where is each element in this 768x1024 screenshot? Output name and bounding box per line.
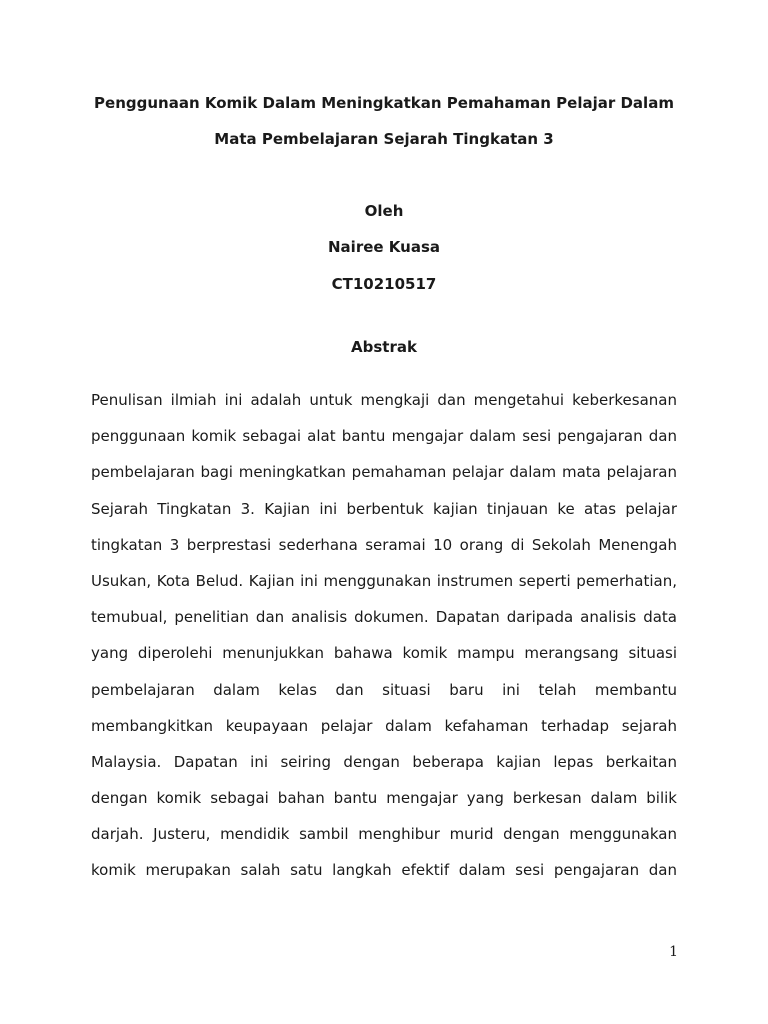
- abstract-line: dengan komik sebagai bahan bantu mengajar yang berkesan dalam bilik: [91, 789, 677, 808]
- abstract-line: penggunaan komik sebagai alat bantu mengajar dalam sesi pengajaran dan: [91, 427, 677, 446]
- abstract-line: pembelajaran bagi meningkatkan pemahaman pelajar dalam mata pelajaran: [91, 463, 677, 482]
- abstract-line: darjah. Justeru, mendidik sambil menghibur murid dengan menggunakan: [91, 825, 677, 844]
- abstract-line: membangkitkan keupayaan pelajar dalam kefahaman terhadap sejarah: [91, 716, 677, 735]
- by-label: Oleh: [364, 202, 404, 220]
- student-id: CT10210517: [331, 275, 437, 293]
- abstract-line: komik merupakan salah satu langkah efektif dalam sesi pengajaran dan: [91, 861, 677, 880]
- abstract-line: Penulisan ilmiah ini adalah untuk mengkaji dan mengetahui keberkesanan: [91, 391, 677, 409]
- abstract-line: Malaysia. Dapatan ini seiring dengan beberapa kajian lepas berkaitan: [91, 752, 677, 771]
- abstract-heading: Abstrak: [351, 338, 417, 356]
- title-line-1: Penggunaan Komik Dalam Meningkatkan Pemahaman Pelajar Dalam: [94, 94, 674, 112]
- abstract-line: yang diperolehi menunjukkan bahawa komik mampu merangsang situasi: [91, 644, 677, 663]
- abstract-line: tingkatan 3 berprestasi sederhana seramai 10 orang di Sekolah Menengah: [91, 535, 677, 554]
- abstract-line: pembelajaran dalam kelas dan situasi baru ini telah membantu: [91, 680, 677, 699]
- author-name: Nairee Kuasa: [328, 238, 440, 256]
- abstract-line: Sejarah Tingkatan 3. Kajian ini berbentuk kajian tinjauan ke atas pelajar: [91, 499, 677, 518]
- title-line-2: Mata Pembelajaran Sejarah Tingkatan 3: [214, 130, 554, 148]
- abstract-line: Usukan, Kota Belud. Kajian ini menggunakan instrumen seperti pemerhatian,: [91, 571, 677, 590]
- abstract-body: [91, 390, 677, 897]
- abstract-line: temubual, penelitian dan analisis dokumen. Dapatan daripada analisis data: [91, 608, 677, 627]
- page-number: 1: [669, 944, 678, 960]
